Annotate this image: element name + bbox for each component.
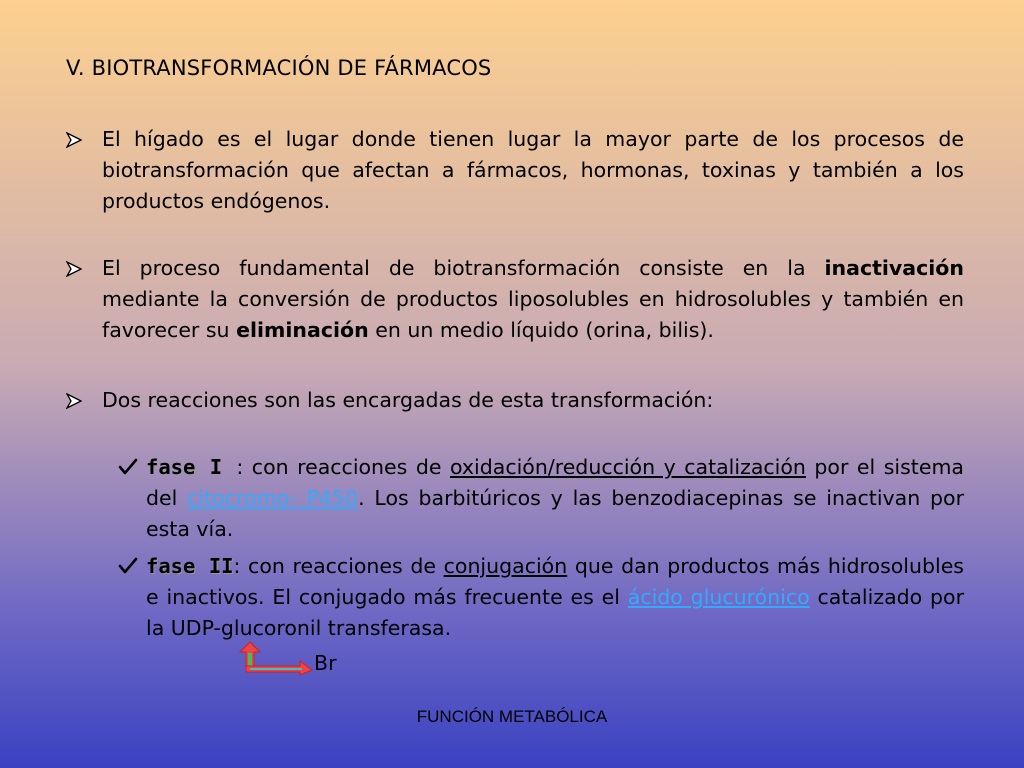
bullet-item-liver <box>66 124 964 217</box>
emphasis-inactivacion: inactivación <box>824 256 964 280</box>
slide-footer: FUNCIÓN METABÓLICA <box>416 707 608 726</box>
emphasis-eliminacion: eliminación <box>236 318 369 342</box>
checkmark-icon <box>118 458 138 476</box>
text-segment: . Los barbitúricos y las benzodiacepinas se inactivan por esta vía. <box>146 486 964 541</box>
slide-title: V. BIOTRANSFORMACIÓN DE FÁRMACOS <box>66 56 492 80</box>
underlined-term: conjugación <box>443 554 568 578</box>
bullet-text: Dos reacciones son las encargadas de esta transformación: <box>102 388 714 412</box>
phase-text <box>146 551 964 644</box>
arrow-bullet-icon <box>66 132 82 148</box>
bullet-text: El hígado es el lugar donde tienen lugar la mayor parte de los procesos de biotransformación que afectan a fármacos, hormonas, toxinas y también a los productos endógenos. <box>102 127 964 213</box>
link-citocromo[interactable]: citocromo- P450 <box>187 486 359 510</box>
text-segment: El proceso fundamental de biotransformación consiste en la <box>102 256 825 280</box>
text-segment: : con reacciones de <box>233 554 444 578</box>
bullet-item-reactions <box>66 385 964 416</box>
text-segment: en un medio líquido (orina, bilis). <box>368 318 714 342</box>
checkmark-icon <box>118 557 138 575</box>
text-segment: mediante la conversión de productos liposolubles en hidrosolubles y también en favorecer su <box>102 287 964 342</box>
nav-label[interactable]: Br <box>314 651 337 675</box>
link-acido-glucuronico[interactable]: ácido glucurónico <box>627 585 810 609</box>
return-arrow-icon[interactable] <box>236 640 316 676</box>
underlined-term: oxidación/reducción y catalización <box>450 455 806 479</box>
phase-item-2 <box>118 551 964 644</box>
bullet-item-process <box>66 253 964 346</box>
arrow-bullet-icon <box>66 393 82 409</box>
text-segment: que dan productos más hidrosolubles e inactivos. El conjugado más frecuente es el <box>146 554 964 609</box>
arrow-bullet-icon <box>66 261 82 277</box>
phase-item-1 <box>118 452 964 545</box>
text-segment: por el sistema del <box>146 455 964 510</box>
text-segment: catalizado por la UDP-glucoronil transferasa. <box>146 585 965 640</box>
text-segment: : con reacciones de <box>236 455 450 479</box>
phase-label: fase II <box>146 554 234 578</box>
phase-text <box>146 452 964 545</box>
bullet-text <box>102 253 964 346</box>
phase-label: fase I <box>146 455 237 479</box>
